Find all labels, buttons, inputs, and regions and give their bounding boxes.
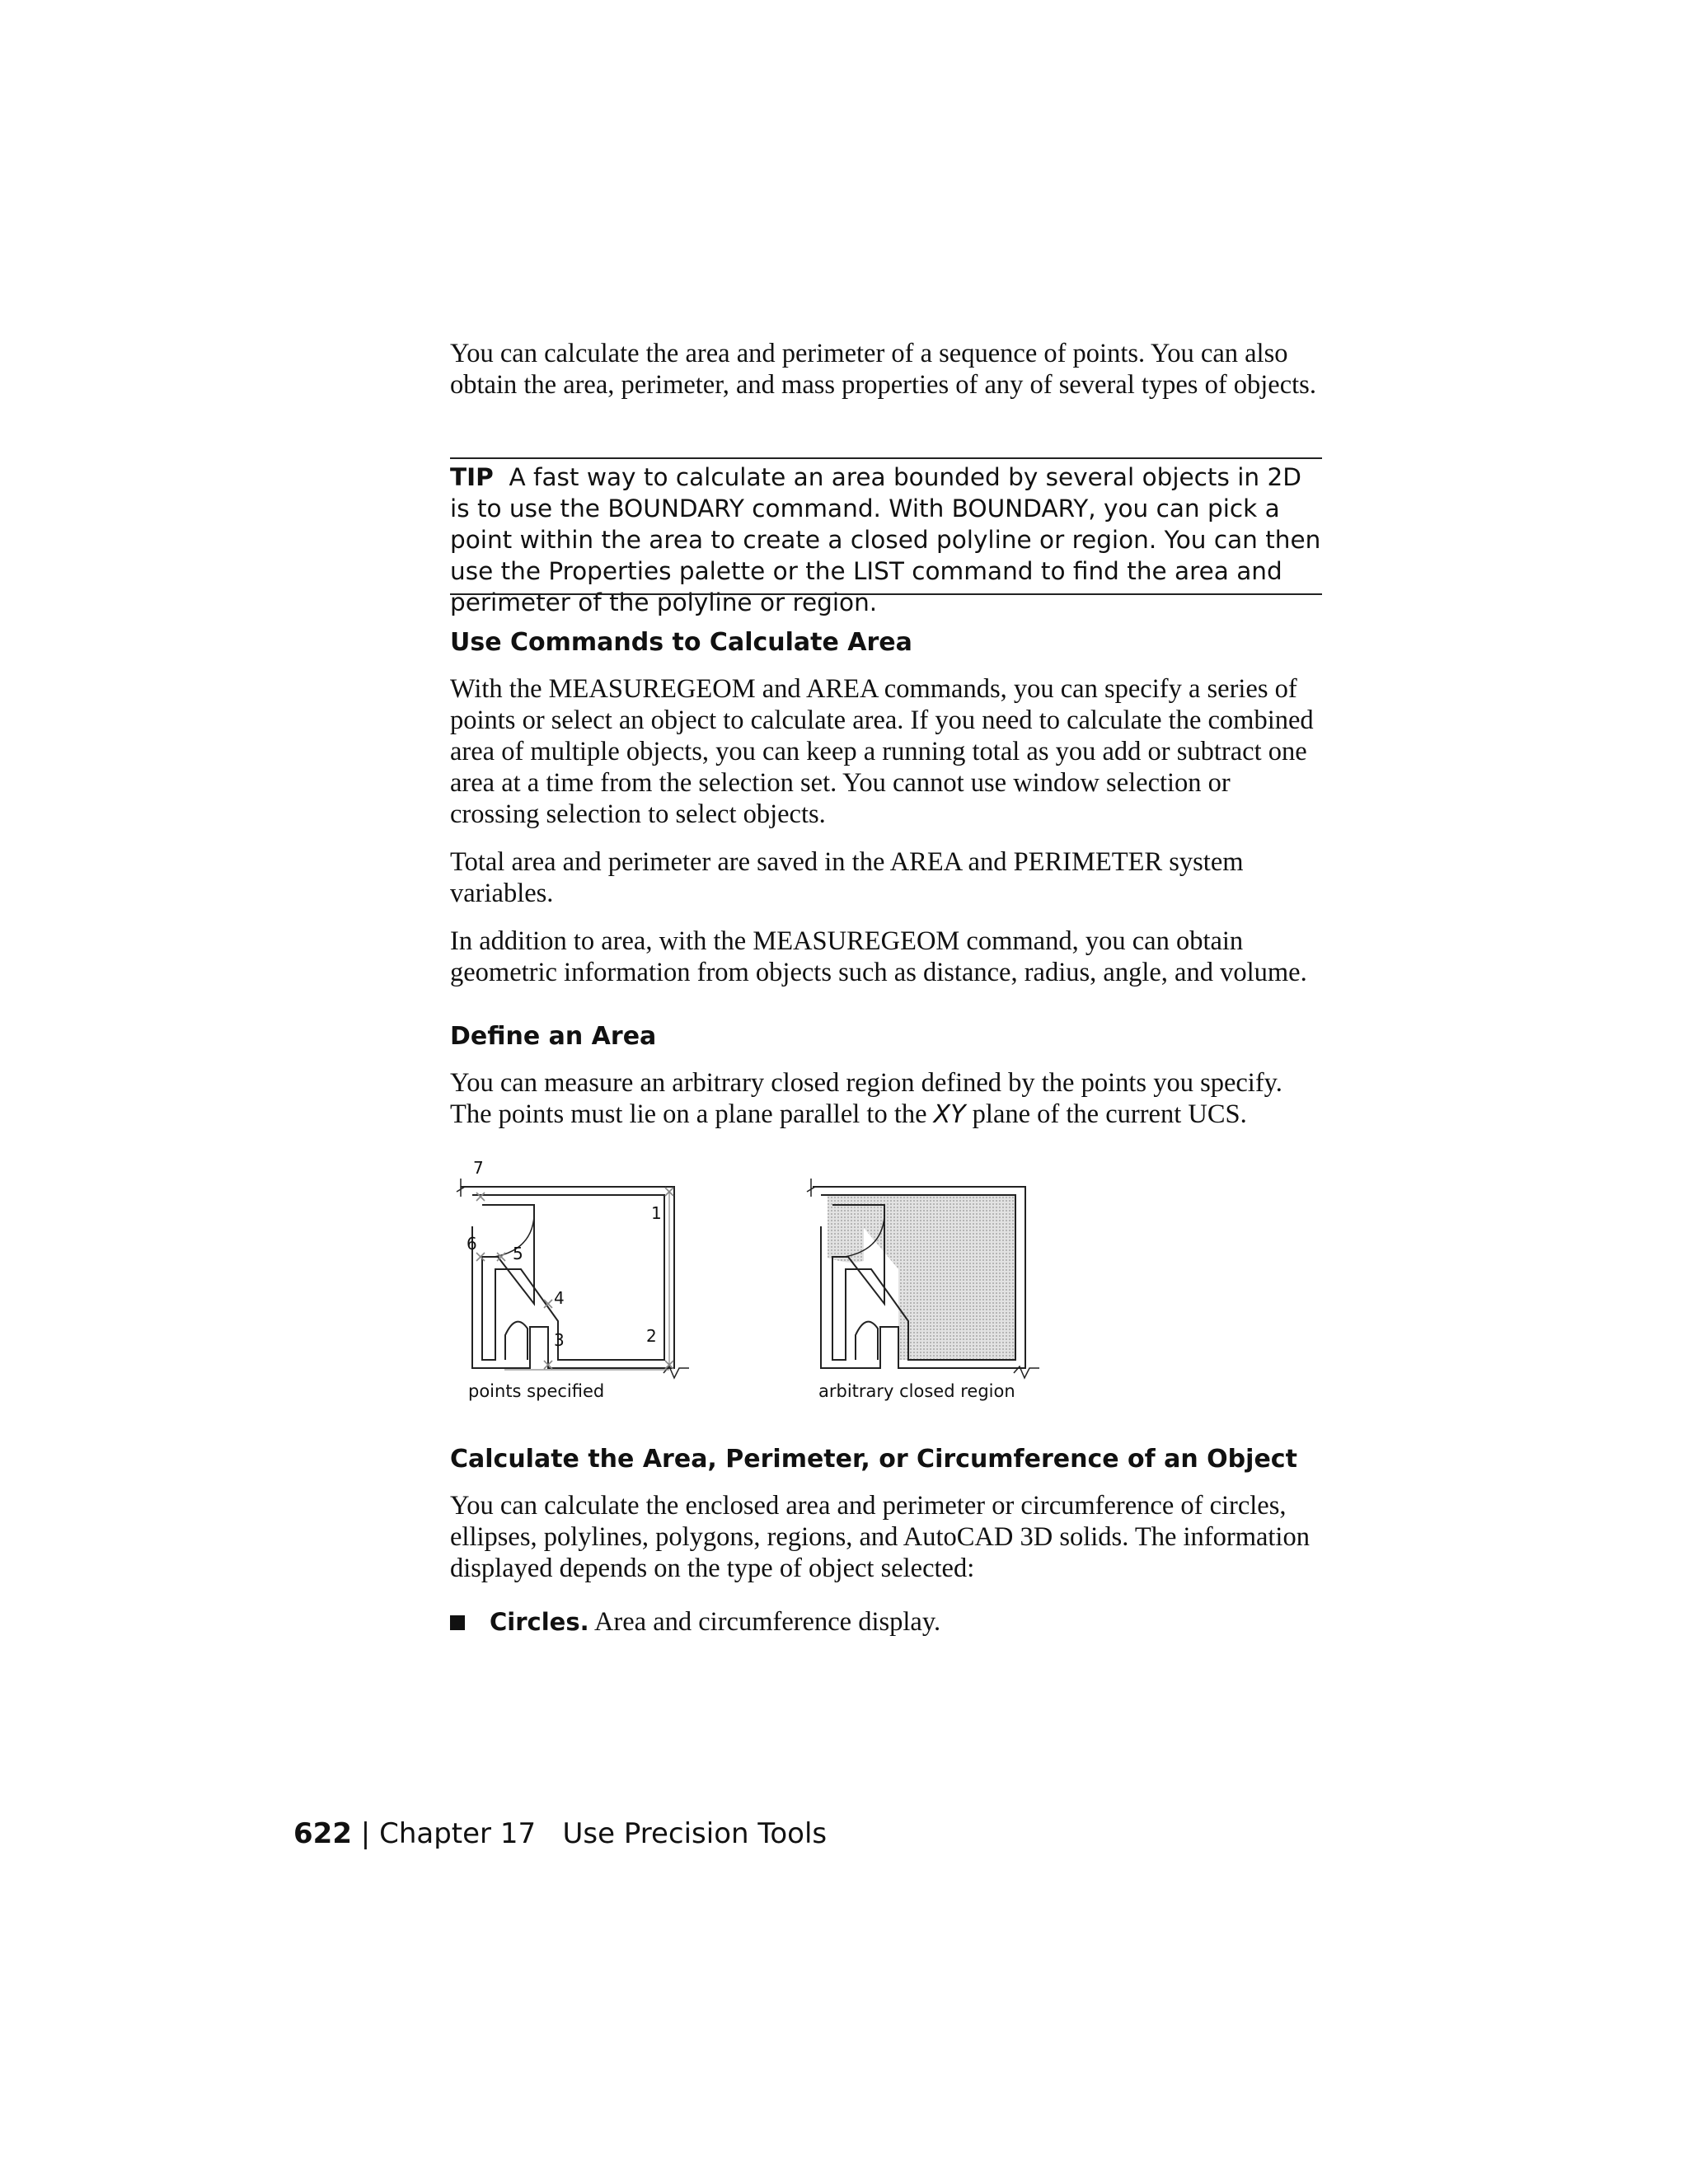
footer-separator: | bbox=[360, 1817, 371, 1850]
heading-calculate-object: Calculate the Area, Perimeter, or Circumference of an Object bbox=[450, 1445, 1297, 1474]
tip-top-rule bbox=[450, 457, 1322, 459]
section1-paragraph-3: In addition to area, with the MEASUREGEOM command, you can obtain geometric information from objects such as distance, radius, angle, and volume. bbox=[450, 926, 1307, 987]
bullet-text bbox=[490, 1606, 940, 1638]
xy-italic: XY bbox=[933, 1100, 966, 1129]
point-label-4: 4 bbox=[554, 1288, 565, 1308]
point-label-7: 7 bbox=[473, 1158, 484, 1178]
tip-text: A fast way to calculate an area bounded by several objects in 2D is to use the BOUNDARY command. With BOUNDARY, you can pick a point within the area to create a closed polyline or region. You can then use the Properties palette or the LIST command to find the area and perimeter of the polyline or region. bbox=[450, 463, 1321, 616]
heading-use-commands: Use Commands to Calculate Area bbox=[450, 628, 912, 657]
point-label-3: 3 bbox=[554, 1330, 565, 1350]
section2-text-start: You can measure an arbitrary closed region defined by the points you specify. The points must lie on a plane parallel to the bbox=[450, 1068, 1282, 1129]
section1-paragraph-2: Total area and perimeter are saved in the AREA and PERIMETER system variables. bbox=[450, 847, 1244, 908]
footer-chapter: Chapter 17 bbox=[379, 1817, 537, 1850]
caption-points-specified: points specified bbox=[468, 1381, 605, 1401]
page-number: 622 bbox=[293, 1817, 352, 1850]
point-label-1: 1 bbox=[651, 1203, 662, 1223]
point-label-6: 6 bbox=[467, 1234, 477, 1254]
tip-bottom-rule bbox=[450, 593, 1322, 595]
tip-label: TIP bbox=[450, 463, 494, 491]
area-figure bbox=[449, 1154, 1043, 1409]
intro-paragraph: You can calculate the area and perimeter of a sequence of points. You can also obtain the area, perimeter, and mass properties of any of several types of objects. bbox=[450, 339, 1316, 400]
section1-paragraph-1: With the MEASUREGEOM and AREA commands, you can specify a series of points or select an object to calculate area. If you need to calculate the combined area of multiple objects, you can keep a running total as you add or subtract one area at a time from the selection set. You cannot use window selection or crossing selection to select objects. bbox=[450, 674, 1314, 829]
bullet-description: Area and circumference display. bbox=[588, 1607, 941, 1637]
caption-arbitrary-region: arbitrary closed region bbox=[818, 1381, 1015, 1401]
right-diagram bbox=[807, 1179, 1039, 1378]
heading-define-area: Define an Area bbox=[450, 1022, 657, 1051]
page-footer bbox=[293, 1817, 827, 1850]
bullet-square-icon bbox=[450, 1615, 465, 1630]
bullet-term: Circles. bbox=[490, 1608, 589, 1636]
section3-paragraph: You can calculate the enclosed area and perimeter or circumference of circles, ellipses, polylines, polygons, regions, and AutoCAD 3D solids. The information displayed depends on the type of object selected: bbox=[450, 1491, 1310, 1583]
footer-title: Use Precision Tools bbox=[562, 1817, 828, 1850]
point-label-5: 5 bbox=[513, 1244, 523, 1263]
section2-paragraph bbox=[450, 1067, 1322, 1131]
section2-text-end: plane of the current UCS. bbox=[965, 1099, 1247, 1129]
point-label-2: 2 bbox=[646, 1326, 657, 1346]
